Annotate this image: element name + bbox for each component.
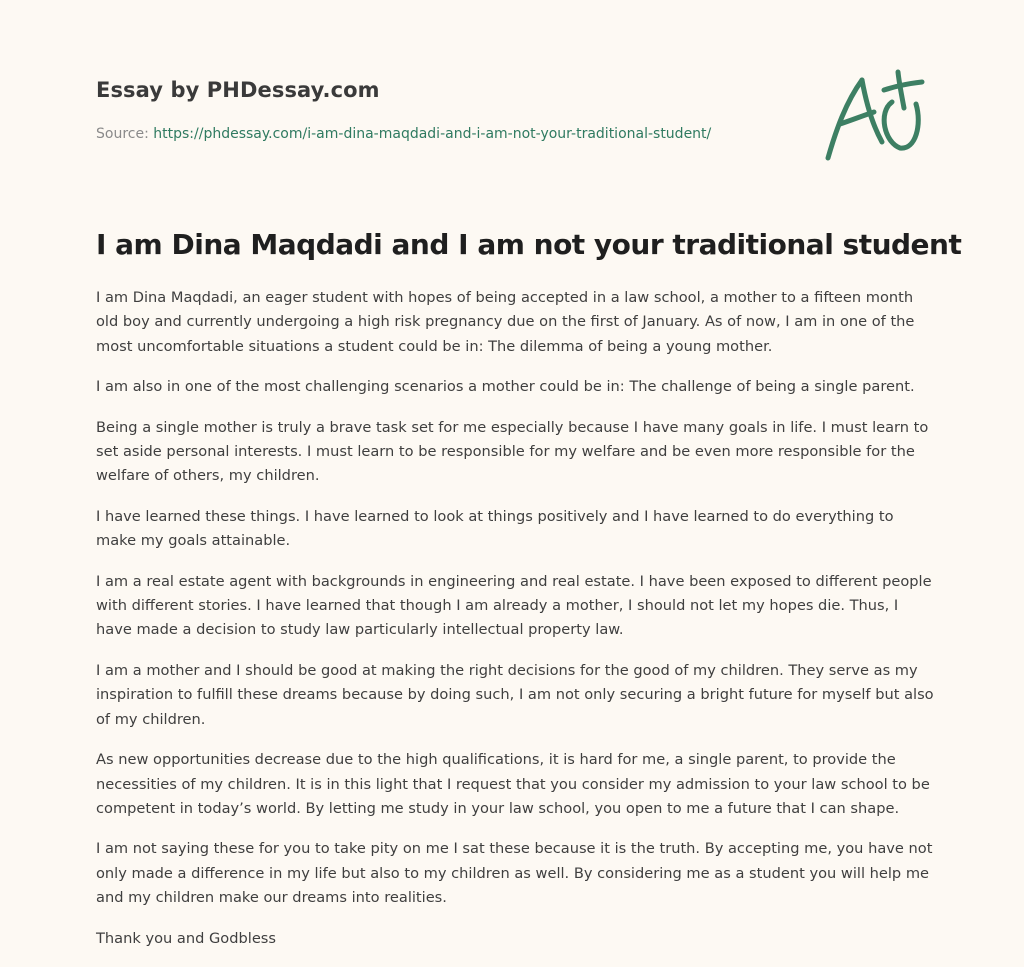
source-label: Source: [96, 126, 149, 142]
source-line [96, 124, 796, 144]
essay-paragraph: I have learned these things. I have learned to look at things positively and I have learned to do everything to make my goals attainable. [96, 507, 894, 550]
essay-paragraph: I am also in one of the most challenging scenarios a mother could be in: The challenge of being a single parent. [96, 378, 915, 396]
source-link[interactable]: https://phdessay.com/i-am-dina-maqdadi-and-i-am-not-your-traditional-student/ [153, 126, 712, 142]
essay-paragraph: As new opportunities decrease due to the high qualifications, it is hard for me, a single parent, to provide the necessities of my children. It is in this light that I request that you consider my admission to your law school to be competent in today’s world. By letting me study in your law school, you open to me a future that I can shape. [96, 751, 930, 817]
essay-header [96, 76, 796, 144]
essay-paragraph: I am Dina Maqdadi, an eager student with hopes of being accepted in a law school, a mother to a fifteen month old boy and currently undergoing a high risk pregnancy due on the first of January. As of now, I am in one of the most uncomfortable situations a student could be in: The dilemma of being a young mother. [96, 289, 915, 355]
essay-title: I am Dina Maqdadi and I am not your traditional student [96, 228, 962, 261]
essay-paragraph: I am a mother and I should be good at making the right decisions for the good of my children. They serve as my inspiration to fulfill these dreams because by doing such, I am not only securing a bright future for myself but also of my children. [96, 661, 934, 728]
essay-paragraph: Being a single mother is truly a brave task set for me especially because I have many goals in life. I must learn to set aside personal interests. I must learn to be responsible for my welfare and be even more responsible for the welfare of others, my children. [96, 418, 929, 485]
essay-paragraph: Thank you and Godbless [96, 929, 276, 947]
essay-paragraph: I am not saying these for you to take pity on me I sat these because it is the truth. By accepting me, you have not only made a difference in my life but also to my children as well. By considering me as a student you will help me and my children make our dreams into realities. [96, 840, 933, 907]
a-plus-grade-icon [822, 68, 928, 164]
essay-body [96, 286, 936, 967]
essay-paragraph: I am a real estate agent with backgrounds in engineering and real estate. I have been exposed to different people with different stories. I have learned that though I am already a mother, I should not let my hopes die. Thus, I have made a decision to study law particularly intellectual property law. [96, 572, 932, 639]
site-brand: Essay by PHDessay.com [96, 78, 380, 102]
